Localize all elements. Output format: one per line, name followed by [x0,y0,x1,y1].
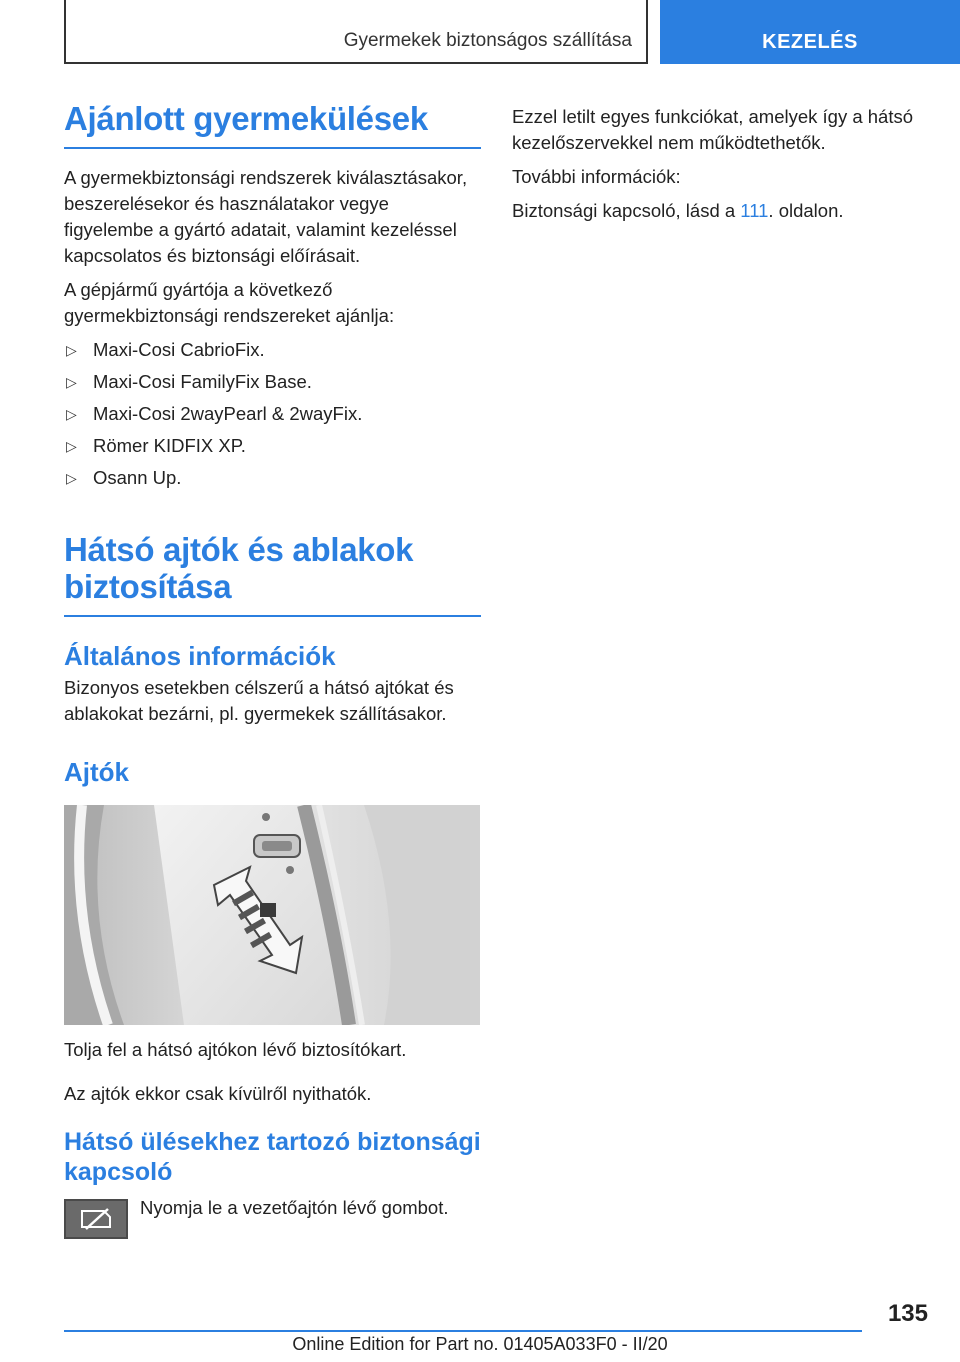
list-item: ▷ Maxi-Cosi 2wayPearl & 2wayFix. [64,401,481,427]
heading-general-info: Általános információk [64,641,336,671]
bullet-triangle-icon: ▷ [66,470,77,486]
heading-recommended-seats: Ajánlott gyermekülések [64,100,481,149]
paragraph-disabled-functions: Ezzel letilt egyes funkciókat, amelyek így a hátsó kezelőszervekkel nem működtethetők. [512,106,914,153]
paragraph-more-info: További információk: [512,166,681,187]
door-child-lock-photo [64,805,480,1025]
paragraph-seat-selection: A gyermekbiztonsági rendszerek kiválasztásakor, beszerelésekor és használatakor vegye figyelembe a gyártó adatait, valamint kezeléssel kapcsolatos és biztonsági előírásait. [64,167,468,266]
page-reference-link[interactable]: 111 [740,200,769,221]
footer-edition: Online Edition for Part no. 01405A033F0 - II/20 [292,1334,668,1354]
right-column [512,104,928,224]
window-lock-switch-icon [64,1199,128,1239]
heading-rear-safety-switch: Hátsó ülésekhez tartozó biztonsági kapcsoló [64,1128,481,1186]
list-item: ▷ Maxi-Cosi FamilyFix Base. [64,369,481,395]
footer-divider [64,1330,862,1332]
bullet-triangle-icon: ▷ [66,406,77,422]
heading-rear-doors-windows: Hátsó ajtók és ablakok biztosítása [64,531,481,617]
section-tab [660,0,960,64]
caption-open-outside: Az ajtók ekkor csak kívülről nyithatók. [64,1083,372,1104]
switch-instruction-text: Nyomja le a vezetőajtón lévő gombot. [140,1197,449,1218]
paragraph-manufacturer-recommends: A gépjármű gyártója a következő gyermekbiztonsági rendszereket ajánlja: [64,279,395,326]
list-item: ▷ Römer KIDFIX XP. [64,433,481,459]
caption-push-lever: Tolja fel a hátsó ajtókon lévő biztosítókart. [64,1039,407,1060]
switch-instruction-row [64,1195,481,1239]
list-item: ▷ Osann Up. [64,465,481,491]
left-column [64,100,481,1239]
section-tab-label: KEZELÉS [762,30,858,53]
paragraph-see-page: Biztonsági kapcsoló, lásd a 111. oldalon. [512,200,844,221]
heading-doors: Ajtók [64,757,129,787]
page-number: 135 [887,1300,928,1327]
running-header [64,0,648,64]
recommended-seats-list [64,337,481,491]
bullet-triangle-icon: ▷ [66,342,77,358]
bullet-triangle-icon: ▷ [66,374,77,390]
bullet-triangle-icon: ▷ [66,438,77,454]
header-title: Gyermekek biztonságos szállítása [343,30,632,51]
paragraph-general-info: Bizonyos esetekben célszerű a hátsó ajtókat és ablakokat bezárni, pl. gyermekek szállításakor. [64,677,454,724]
list-item: ▷ Maxi-Cosi CabrioFix. [64,337,481,363]
